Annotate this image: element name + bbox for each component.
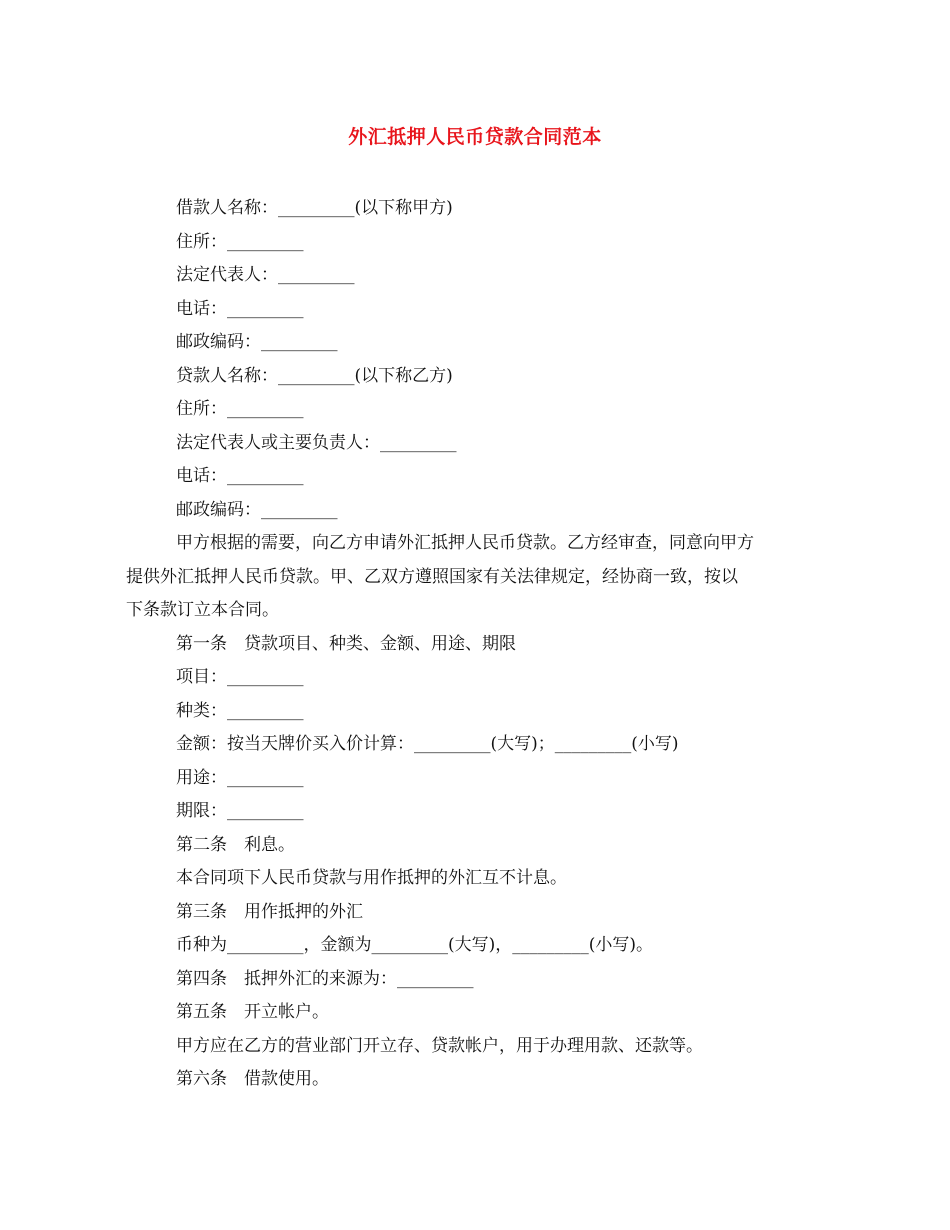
borrower-postcode-line: 邮政编码：_________ bbox=[176, 332, 338, 352]
article-5-heading: 第五条 开立帐户。 bbox=[176, 1002, 329, 1022]
borrower-name-line: 借款人名称：_________(以下称甲方) bbox=[176, 198, 453, 218]
article-3-heading: 第三条 用作抵押的外汇 bbox=[176, 901, 363, 922]
amount-line: 金额：按当天牌价买入价计算：_________(大写)；_________(小写) bbox=[176, 734, 679, 754]
intro-paragraph-line-3: 下条款订立本合同。 bbox=[126, 600, 279, 620]
document-body bbox=[126, 192, 816, 1097]
purpose-line: 用途：_________ bbox=[176, 767, 304, 788]
borrower-phone-line: 电话：_________ bbox=[176, 298, 304, 319]
document-title: 外汇抵押人民币贷款合同范本 bbox=[348, 126, 602, 148]
lender-legal-rep-line: 法定代表人或主要负责人：_________ bbox=[176, 432, 457, 453]
article-2-heading: 第二条 利息。 bbox=[176, 834, 295, 855]
project-line: 项目：_________ bbox=[176, 667, 304, 687]
article-1-heading: 第一条 贷款项目、种类、金额、用途、期限 bbox=[176, 633, 516, 654]
term-line: 期限：_________ bbox=[176, 801, 304, 821]
article-5-text: 甲方应在乙方的营业部门开立存、贷款帐户，用于办理用款、还款等。 bbox=[176, 1035, 703, 1056]
borrower-address-line: 住所：_________ bbox=[176, 231, 304, 252]
article-2-text: 本合同项下人民币贷款与用作抵押的外汇互不计息。 bbox=[176, 868, 567, 888]
intro-paragraph-line-1: 甲方根据的需要，向乙方申请外汇抵押人民币贷款。乙方经审查，同意向甲方 bbox=[176, 533, 754, 553]
article-4-line: 第四条 抵押外汇的来源为：_________ bbox=[176, 968, 474, 989]
lender-postcode-line: 邮政编码：_________ bbox=[176, 499, 338, 520]
lender-phone-line: 电话：_________ bbox=[176, 466, 304, 486]
lender-name-line: 贷款人名称：_________(以下称乙方) bbox=[176, 365, 453, 386]
article-6-heading: 第六条 借款使用。 bbox=[176, 1069, 329, 1089]
article-3-text: 币种为_________，金额为_________(大写)，_________(小写)。 bbox=[176, 935, 654, 955]
lender-address-line: 住所：_________ bbox=[176, 399, 304, 419]
intro-paragraph-line-2: 提供外汇抵押人民币贷款。甲、乙双方遵照国家有关法律规定，经协商一致，按以 bbox=[126, 566, 738, 587]
category-line: 种类：_________ bbox=[176, 700, 304, 721]
borrower-legal-rep-line: 法定代表人：_________ bbox=[176, 265, 355, 285]
